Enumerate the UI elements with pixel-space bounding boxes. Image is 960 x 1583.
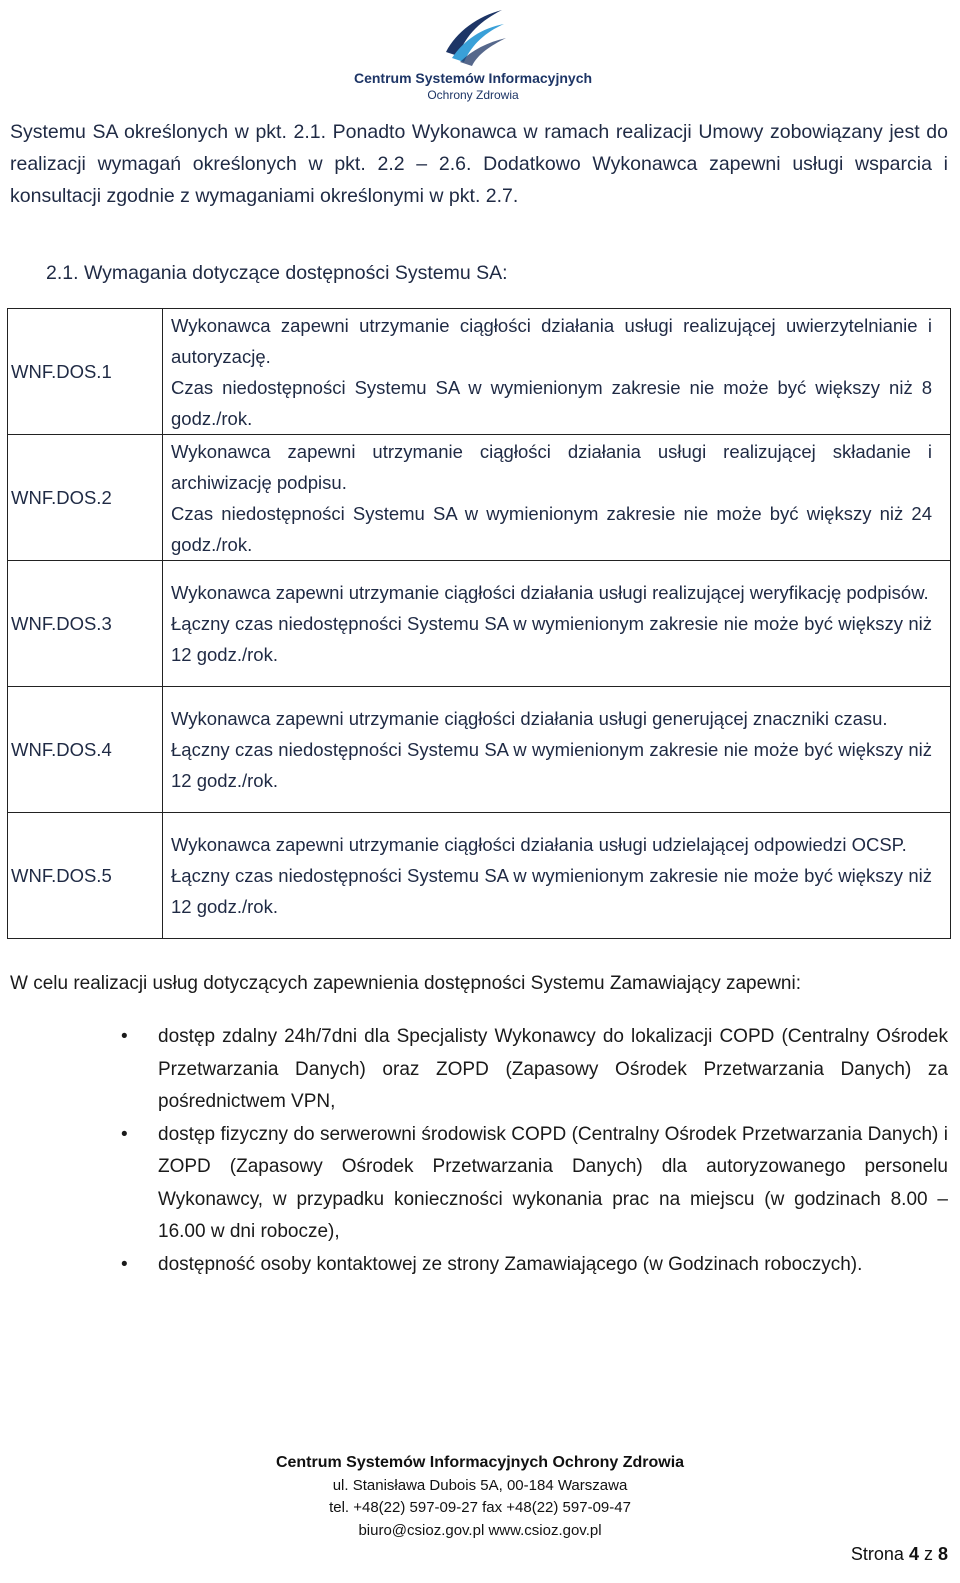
list-item-text: dostępność osoby kontaktowej ze strony Zamawiającego (w Godzinach roboczych). [158, 1253, 863, 1275]
requirement-code: WNF.DOS.4 [8, 687, 163, 813]
requirement-limit: Łączny czas niedostępności Systemu SA w wymienionym zakresie nie może być większy niż 12 godz./rok. [171, 613, 932, 665]
footer-org: Centrum Systemów Informacyjnych Ochrony Zdrowia [275, 1454, 685, 1471]
table-row [8, 687, 951, 813]
bullet-icon: • [121, 1026, 128, 1047]
page-label: Strona [850, 1544, 904, 1564]
page-current: 4 [908, 1544, 919, 1564]
requirement-limit: Łączny czas niedostępności Systemu SA w wymienionym zakresie nie może być większy niż 12 godz./rok. [171, 739, 932, 791]
requirement-limit: Czas niedostępności Systemu SA w wymienionym zakresie nie może być większy niż 8 godz./rok. [171, 376, 932, 429]
section-heading: 2.1. Wymagania dotyczące dostępności Systemu SA: [46, 262, 508, 284]
requirement-text: Wykonawca zapewni utrzymanie ciągłości działania usługi realizującej weryfikację podpisów. [171, 582, 929, 603]
table-row [8, 561, 951, 687]
requirement-description [163, 435, 951, 561]
logo-title: Centrum Systemów Informacyjnych [353, 70, 593, 86]
footer-web: biuro@csioz.gov.pl www.csioz.gov.pl [358, 1521, 602, 1539]
intro-paragraph: Systemu SA określonych w pkt. 2.1. Ponadto Wykonawca w ramach realizacji Umowy zobowiązany jest do realizacji wymagań określonych w pkt. 2.2 – 2.6. Dodatkowo Wykonawca zapewni usługi wsparcia i konsultacji zgodnie z wymaganiami określonymi w pkt. 2.7. [10, 121, 948, 207]
requirement-description [163, 561, 951, 687]
requirement-code: WNF.DOS.5 [8, 813, 163, 939]
bullet-list [0, 1021, 948, 1281]
table-row [8, 435, 951, 561]
requirement-code: WNF.DOS.2 [8, 435, 163, 561]
requirement-text: Wykonawca zapewni utrzymanie ciągłości działania usługi realizującej składanie i archiwizację podpisu. [171, 440, 932, 493]
logo-subtitle: Ochrony Zdrowia [427, 88, 519, 102]
page-total: 8 [937, 1544, 948, 1564]
requirement-description [163, 687, 951, 813]
footer-address: ul. Stanisława Dubois 5A, 00-184 Warszawa [332, 1476, 628, 1494]
list-item [0, 1119, 948, 1249]
page-sep: z [923, 1544, 933, 1564]
list-item-text: dostęp zdalny 24h/7dni dla Specjalisty Wykonawcy do lokalizacji COPD (Centralny Ośrodek Przetwarzania Danych) oraz ZOPD (Zapasowy Ośrodek Przetwarzania Danych) za pośrednictwem VPN, [158, 1026, 948, 1112]
requirement-limit: Czas niedostępności Systemu SA w wymienionym zakresie nie może być większy niż 24 godz./rok. [171, 502, 932, 555]
requirement-code: WNF.DOS.3 [8, 561, 163, 687]
requirement-code: WNF.DOS.1 [8, 309, 163, 435]
list-item [0, 1249, 948, 1282]
logo-swoosh-icon [438, 4, 508, 66]
page-number [851, 1544, 948, 1565]
page-footer [230, 1452, 730, 1542]
requirement-description [163, 309, 951, 435]
bullet-icon: • [121, 1253, 128, 1275]
requirement-limit: Łączny czas niedostępności Systemu SA w wymienionym zakresie nie może być większy niż 12 godz./rok. [171, 865, 932, 917]
requirement-text: Wykonawca zapewni utrzymanie ciągłości działania usługi generującej znaczniki czasu. [171, 708, 888, 729]
csioz-logo [348, 4, 598, 102]
availability-paragraph: W celu realizacji usług dotyczących zapewnienia dostępności Systemu Zamawiający zapewni: [10, 973, 801, 994]
requirements-table [7, 308, 951, 939]
list-item [0, 1021, 948, 1119]
table-row [8, 813, 951, 939]
bullet-icon: • [121, 1123, 128, 1145]
requirement-text: Wykonawca zapewni utrzymanie ciągłości działania usługi udzielającej odpowiedzi OCSP. [171, 834, 907, 855]
table-row [8, 309, 951, 435]
footer-phone: tel. +48(22) 597-09-27 fax +48(22) 597-09-47 [329, 1499, 631, 1516]
requirement-description [163, 813, 951, 939]
requirement-text: Wykonawca zapewni utrzymanie ciągłości działania usługi realizującej uwierzytelnianie i autoryzację. [171, 314, 932, 367]
list-item-text: dostęp fizyczny do serwerowni środowisk COPD (Centralny Ośrodek Przetwarzania Danych) i ZOPD (Zapasowy Ośrodek Przetwarzania Danych) dla autoryzowanego personelu Wykonawcy, w przypadku konieczności wykonania prac na miejscu (w godzinach 8.00 – 16.00 w dni robocze), [158, 1123, 948, 1242]
